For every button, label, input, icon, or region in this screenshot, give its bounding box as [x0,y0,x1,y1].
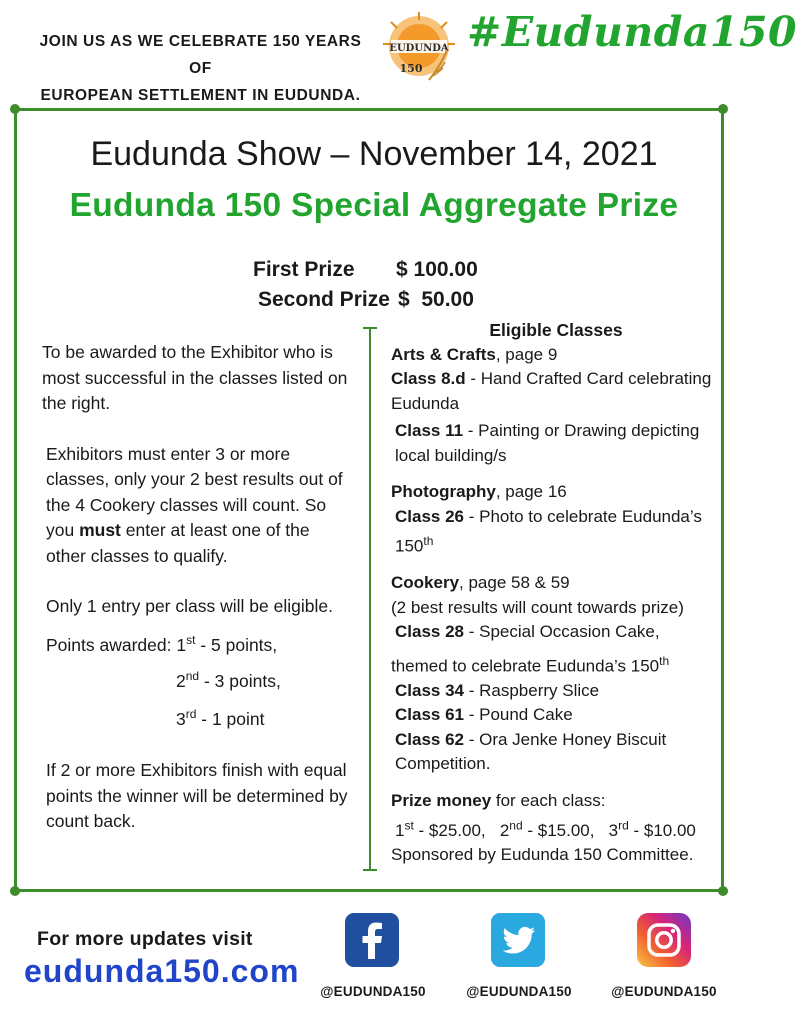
pm-2 [499,818,595,840]
frame-corner-dot [718,104,728,114]
updates-text: For more updates visit [37,928,253,950]
pm-1 [395,818,486,840]
class-26-desc: - Photo to celebrate Eudunda’s 150 [395,506,702,556]
pm-1-sup: st [404,818,414,833]
pm-2-sup: nd [509,818,523,833]
header-line-1: JOIN US AS WE CELEBRATE 150 YEARS OF [39,33,362,77]
pm-2-num: 2 [499,820,510,840]
one-entry-paragraph: Only 1 entry per class will be eligible. [46,596,333,616]
entry-emphasis: must [79,520,121,540]
cookery-note: (2 best results will count towards prize) [391,597,684,617]
eligible-classes-column [391,318,721,868]
pm-3-sup: rd [618,818,629,833]
pm-2-text: - $15.00, [522,820,595,840]
photo-title: Photography [391,482,496,501]
header-line-2: EUROPEAN SETTLEMENT IN EUDUNDA. [40,87,361,104]
class-62-desc: - Ora Jenke Honey Biscuit Competition. [395,729,667,774]
header-announcement [28,28,373,109]
class-34-code: Class 34 [395,680,464,700]
points-1-num: 1 [176,634,187,655]
class-26-sup: th [423,534,434,548]
class-11-desc: - Painting or Drawing depicting local building/s [395,421,700,465]
prize-title: Eudunda 150 Special Aggregate Prize [69,187,679,224]
first-prize-label: First Prize [253,258,355,281]
cookery-section-heading [391,571,721,596]
entry-paragraph [42,442,350,570]
twitter-handle[interactable]: @EUDUNDA150 [466,984,572,999]
pm-1-text: - $25.00, [413,820,486,840]
logo-number: 150 [399,62,423,75]
first-prize-row [253,255,478,285]
frame-corner-dot [718,886,728,896]
arts-page: , page 9 [495,344,558,364]
instagram-icon[interactable] [637,913,691,967]
pm-3 [608,818,696,840]
class-28-theme-text: themed to celebrate Eudunda’s 150 [391,656,660,676]
points-2-text: - 3 points, [199,670,281,691]
class-34-desc: - Raspberry Slice [464,680,600,700]
points-3-num: 3 [176,708,186,729]
points-1-sup: st [186,632,196,647]
class-8d [391,367,721,416]
class-62-code: Class 62 [395,729,464,749]
sponsor-line: Sponsored by Eudunda 150 Committee. [391,845,694,865]
hashtag: #Eudunda150 [467,8,797,56]
tiebreak-paragraph: If 2 or more Exhibitors finish with equal points the winner will be determined by count back. [46,760,348,832]
points-line-1 [42,628,350,658]
prize-money-bold: Prize money [391,790,492,810]
class-34 [391,679,721,704]
points-line-3 [42,702,350,732]
arts-section-heading [391,343,721,368]
class-11 [391,419,721,468]
class-62 [391,728,721,777]
prize-money-heading [391,789,721,814]
second-prize-amount: $ 50.00 [398,288,474,311]
show-title: Eudunda Show – November 14, 2021 [90,135,658,173]
points-label: Points awarded: [46,634,172,655]
award-paragraph: To be awarded to the Exhibitor who is most successful in the classes listed on the right. [42,342,348,413]
points-2-num: 2 [176,670,186,691]
class-28-desc: - Special Occasion Cake, [464,622,660,642]
rules-column [42,340,350,835]
points-2-sup: nd [185,668,200,683]
class-61-code: Class 61 [395,705,464,725]
entry-text-2: enter at least one of the other classes to qualify. [46,520,310,566]
photo-section-heading [391,480,721,505]
second-prize-row [258,285,474,315]
pm-3-num: 3 [608,820,619,840]
facebook-handle[interactable]: @EUDUNDA150 [320,984,426,999]
points-1-text: - 5 points, [195,634,278,655]
facebook-icon[interactable] [345,913,399,967]
pm-1-num: 1 [395,820,405,840]
divider-cap-top [363,327,377,329]
prize-money-amounts [391,813,721,843]
logo-text: EUDUNDA [389,43,449,54]
arts-title: Arts & Crafts [391,344,496,364]
pm-3-text: - $10.00 [628,820,696,840]
class-8d-code: Class 8.d [391,369,466,388]
instagram-handle[interactable]: @EUDUNDA150 [611,984,717,999]
class-26 [391,505,721,560]
prize-money-rest: for each class: [491,790,606,810]
website-link[interactable]: eudunda150.com [24,953,300,989]
class-11-code: Class 11 [395,421,464,440]
class-61-desc: - Pound Cake [464,705,573,725]
cookery-title: Cookery [391,573,460,593]
points-3-text: - 1 point [196,708,265,729]
class-26-code: Class 26 [395,506,464,526]
points-3-sup: rd [185,707,197,722]
column-divider [369,328,371,871]
entry-text-1: Exhibitors must enter 3 or more classes, only your 2 best results out of the 4 Cookery classes will count. So you [46,443,343,540]
class-28-code: Class 28 [395,622,464,642]
first-prize-amount: $ 100.00 [396,258,478,281]
frame-corner-dot [10,104,20,114]
class-28 [391,620,721,645]
points-line-2 [42,664,350,694]
eligible-heading: Eligible Classes [489,320,623,340]
class-28-sup: th [659,653,670,668]
class-61 [391,703,721,728]
class-8d-desc: - Hand Crafted Card celebrating Eudunda [391,369,712,413]
class-28-theme [391,649,721,679]
twitter-icon[interactable] [491,913,545,967]
cookery-page: , page 58 & 59 [459,573,570,593]
divider-cap-bottom [363,869,377,871]
photo-page: , page 16 [495,482,567,501]
frame-corner-dot [10,886,20,896]
second-prize-label: Second Prize [258,288,390,311]
eudunda-150-logo [381,10,457,86]
